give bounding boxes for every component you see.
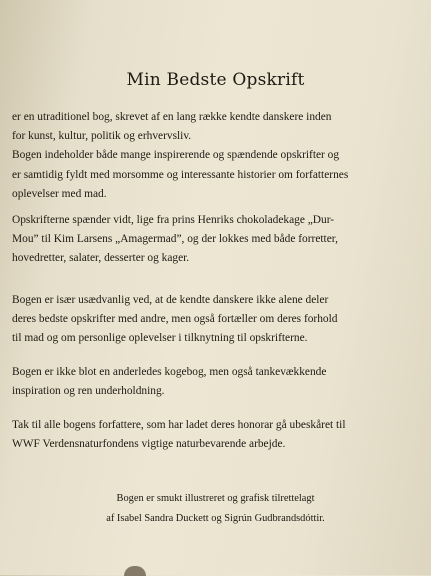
text-line: er samtidig fyldt med morsomme og interessante historier om forfatternes bbox=[12, 168, 349, 181]
paragraph-recipes bbox=[12, 211, 338, 269]
credits-line: Bogen er smukt illustreret og grafisk tilrettelagt bbox=[116, 493, 315, 504]
text-line: inspiration og ren underholdning. bbox=[12, 385, 165, 398]
text-line: WWF Verdensnaturfondens vigtige naturbevarende arbejde. bbox=[12, 438, 286, 451]
paragraph-inspiration bbox=[12, 363, 326, 401]
text-line: er en utraditionel bog, skrevet af en lang række kendte danskere inden bbox=[12, 111, 332, 123]
text-line: oplevelser med mad. bbox=[12, 187, 107, 200]
text-line: Tak til alle bogens forfattere, som har ladet deres honorar gå ubeskåret til bbox=[12, 419, 346, 431]
paragraph-thanks bbox=[12, 416, 346, 454]
text-line: Opskrifterne spænder vidt, lige fra prins Henriks chokoladekage „Dur- bbox=[12, 214, 335, 226]
text-line: deres bedste opskrifter med andre, men også fortæller om deres forhold bbox=[12, 313, 338, 326]
text-line: til mad og om personlige oplevelser i tilknytning til opskrifterne. bbox=[12, 332, 308, 345]
text-line: Bogen indeholder både mange inspirerende og spændende opskrifter og bbox=[12, 149, 340, 162]
text-line: hovedretter, salater, desserter og kager. bbox=[12, 252, 190, 265]
text-line: Bogen er ikke blot en anderledes kogebog, men også tankevækkende bbox=[12, 366, 327, 378]
credits bbox=[0, 489, 431, 529]
paragraph-unusual bbox=[12, 291, 337, 349]
page-title: Min Bedste Opskrift bbox=[126, 70, 305, 90]
text-line: for kunst, kultur, politik og erhvervsliv. bbox=[12, 130, 192, 143]
credits-line: af Isabel Sandra Duckett og Sigrún Gudbrandsdóttir. bbox=[106, 513, 325, 524]
paragraph-intro bbox=[12, 108, 348, 204]
text-line: Mou” til Kim Larsens „Amagermad”, og der lokkes med både forretter, bbox=[12, 233, 338, 246]
text-line: Bogen er især usædvanlig ved, at de kendte danskere ikke alene deler bbox=[12, 294, 329, 306]
